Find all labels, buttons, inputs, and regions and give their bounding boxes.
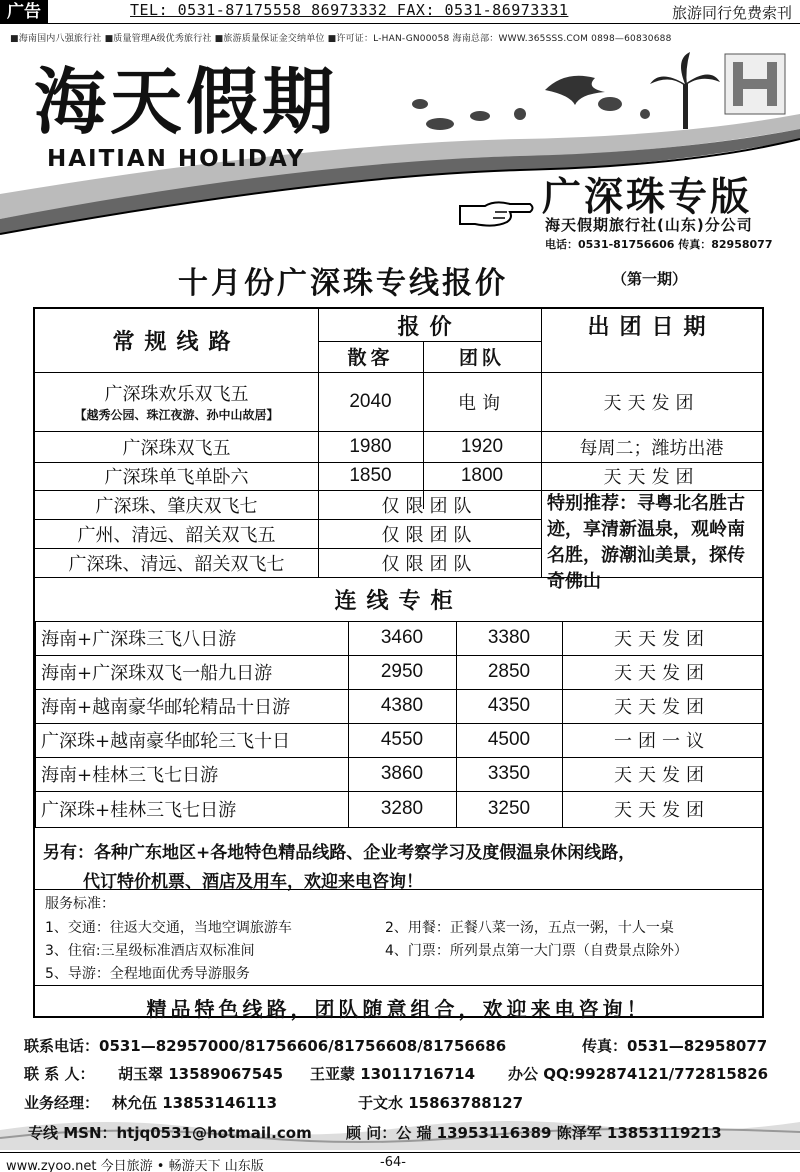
footer-site: www.zyoo.net 今日旅游 • 畅游天下 山东版 <box>6 1159 264 1172</box>
route-name: 广州、清远、韶关双飞五 <box>77 524 276 546</box>
route-name: 广深珠双飞五 <box>122 437 231 459</box>
group-only-label: 仅限团队 <box>381 495 478 517</box>
departure-date: 天天发团 <box>603 467 700 488</box>
departure-date: 每周二；潍坊出港 <box>579 437 724 459</box>
page-number: -64- <box>380 1155 406 1170</box>
retail-price: 1980 <box>349 435 392 457</box>
combo-retail: 2950 <box>380 661 424 682</box>
header-route: 常规线路 <box>112 329 241 355</box>
combo-group: 3380 <box>487 627 531 648</box>
page-footer <box>0 1152 800 1172</box>
header-banner <box>0 44 800 254</box>
service-title: 服务标准： <box>45 896 115 912</box>
combo-route: 海南+桂林三飞七日游 <box>41 765 219 786</box>
combo-date: 天天发团 <box>614 663 710 684</box>
branch-phone: 电话：0531-81756606 传真：82958077 <box>545 238 773 251</box>
group-price: 1800 <box>460 465 504 486</box>
route-note: 【越秀公园、珠江夜游、孙中山故居】 <box>74 408 279 422</box>
ad-tag: 广告 <box>0 0 48 24</box>
route-name: 广深珠、肇庆双飞七 <box>95 495 258 517</box>
edition-title: 广深珠专版 <box>542 174 753 220</box>
group-price: 1920 <box>460 435 504 457</box>
msn-contact: 专线 MSN：htjq0531@hotmail.com <box>28 1124 312 1142</box>
retail-price: 1850 <box>349 465 392 486</box>
combo-group: 3250 <box>487 798 531 819</box>
combo-date: 天天发团 <box>614 765 710 786</box>
combo-retail: 3860 <box>380 763 424 784</box>
contact-person-1: 胡玉翠 13589067545 <box>118 1065 284 1083</box>
combo-group: 4500 <box>487 729 531 750</box>
manager-1: 林允伍 13853146113 <box>112 1094 278 1112</box>
header-date: 出团日期 <box>587 313 716 340</box>
office-qq: 办公 QQ:992874121/772815826 <box>508 1065 769 1083</box>
logo-english: HAITIAN HOLIDAY <box>47 146 306 172</box>
manager-label: 业务经理： <box>24 1094 100 1112</box>
special-recommendation: 特别推荐：寻粤北名胜古迹，享清新温泉，观岭南名胜，游潮汕美景，探传奇佛山 <box>547 493 745 592</box>
table-row <box>35 372 318 431</box>
combo-group: 2850 <box>487 661 531 682</box>
certification-line: ■海南国内八强旅行社 ■质量管理A级优秀旅行社 ■旅游质量保证金交纳单位 ■许可证：L-HAN-GN00058 海南总部：WWW.365SSS.COM 0898—60830688 <box>10 34 672 44</box>
group-only-label: 仅限团队 <box>381 553 478 575</box>
combo-date: 一团一议 <box>614 731 710 752</box>
route-name: 广深珠、清远、韶关双飞七 <box>68 553 285 575</box>
issue-label: （第一期） <box>612 270 688 288</box>
header-retail: 散客 <box>347 347 394 369</box>
combo-retail: 4380 <box>380 695 424 716</box>
service-item: 1、交通：往返大交通，当地空调旅游车 <box>45 920 292 936</box>
contact-person-2: 王亚蒙 13011716714 <box>310 1065 476 1083</box>
route-name: 广深珠单飞单卧六 <box>104 467 249 488</box>
additional-note-2: 代订特价机票、酒店及用车，欢迎来电咨询！ <box>83 872 423 892</box>
service-item: 4、门票：所列景点第一大门票（自费景点除外） <box>385 943 688 959</box>
group-only-label: 仅限团队 <box>381 524 478 546</box>
contact-person-label: 联 系 人： <box>24 1065 95 1083</box>
page-title: 十月份广深珠专线报价 <box>178 266 508 301</box>
combo-route: 海南+广深珠双飞一船九日游 <box>41 663 273 684</box>
service-item: 2、用餐：正餐八菜一汤，五点一粥，十人一桌 <box>385 920 674 936</box>
header-group: 团队 <box>458 347 505 369</box>
retail-price: 2040 <box>349 390 392 412</box>
top-strip <box>0 0 800 24</box>
route-name: 广深珠欢乐双飞五 <box>104 384 249 405</box>
combo-group: 4350 <box>487 695 531 716</box>
manager-2: 于文水 15863788127 <box>358 1094 524 1112</box>
contact-phone: 联系电话：0531—82957000/81756606/81756608/81756686 <box>24 1037 507 1055</box>
combo-date: 天天发团 <box>614 629 710 650</box>
combo-date: 天天发团 <box>614 697 710 718</box>
service-item: 5、导游：全程地面优秀导游服务 <box>45 966 250 982</box>
departure-date: 天天发团 <box>603 392 700 414</box>
additional-note: 另有：各种广东地区+各地特色精品线路、企业考察学习及度假温泉休闲线路， <box>43 843 636 863</box>
combo-route: 广深珠+桂林三飞七日游 <box>41 800 237 821</box>
combo-section-title: 连线专柜 <box>334 587 463 614</box>
logo-chinese: 海天假期 <box>34 59 339 144</box>
free-index-label: 旅游同行免费索刊 <box>671 4 792 22</box>
pointing-hand-icon <box>455 194 535 234</box>
slogan: 精品特色线路，团队随意组合，欢迎来电咨询！ <box>146 997 651 1021</box>
header-price: 报价 <box>397 313 462 340</box>
price-table <box>33 307 764 1021</box>
title-row <box>0 258 800 301</box>
branch-name: 海天假期旅行社(山东)分公司 <box>545 216 753 234</box>
combo-group: 3350 <box>487 763 531 784</box>
group-price: 电询 <box>458 392 506 414</box>
combo-retail: 3280 <box>380 798 424 819</box>
combo-route: 海南+越南豪华邮轮精品十日游 <box>41 697 291 718</box>
combo-retail: 4550 <box>380 729 424 750</box>
contact-fax: 传真：0531—82958077 <box>582 1037 768 1055</box>
consultant-contact: 顾 问：公 瑞 13953116389 陈泽军 13853119213 <box>346 1124 722 1142</box>
combo-route: 广深珠+越南豪华邮轮三飞十日 <box>41 731 291 752</box>
service-item: 3、住宿:三星级标准酒店双标准间 <box>45 943 255 959</box>
top-contact-line: TEL: 0531-87175558 86973332 FAX: 0531-86973331 <box>130 1 569 19</box>
combo-retail: 3460 <box>380 627 424 648</box>
combo-route: 海南+广深珠三飞八日游 <box>41 629 237 650</box>
combo-date: 天天发团 <box>614 800 710 821</box>
